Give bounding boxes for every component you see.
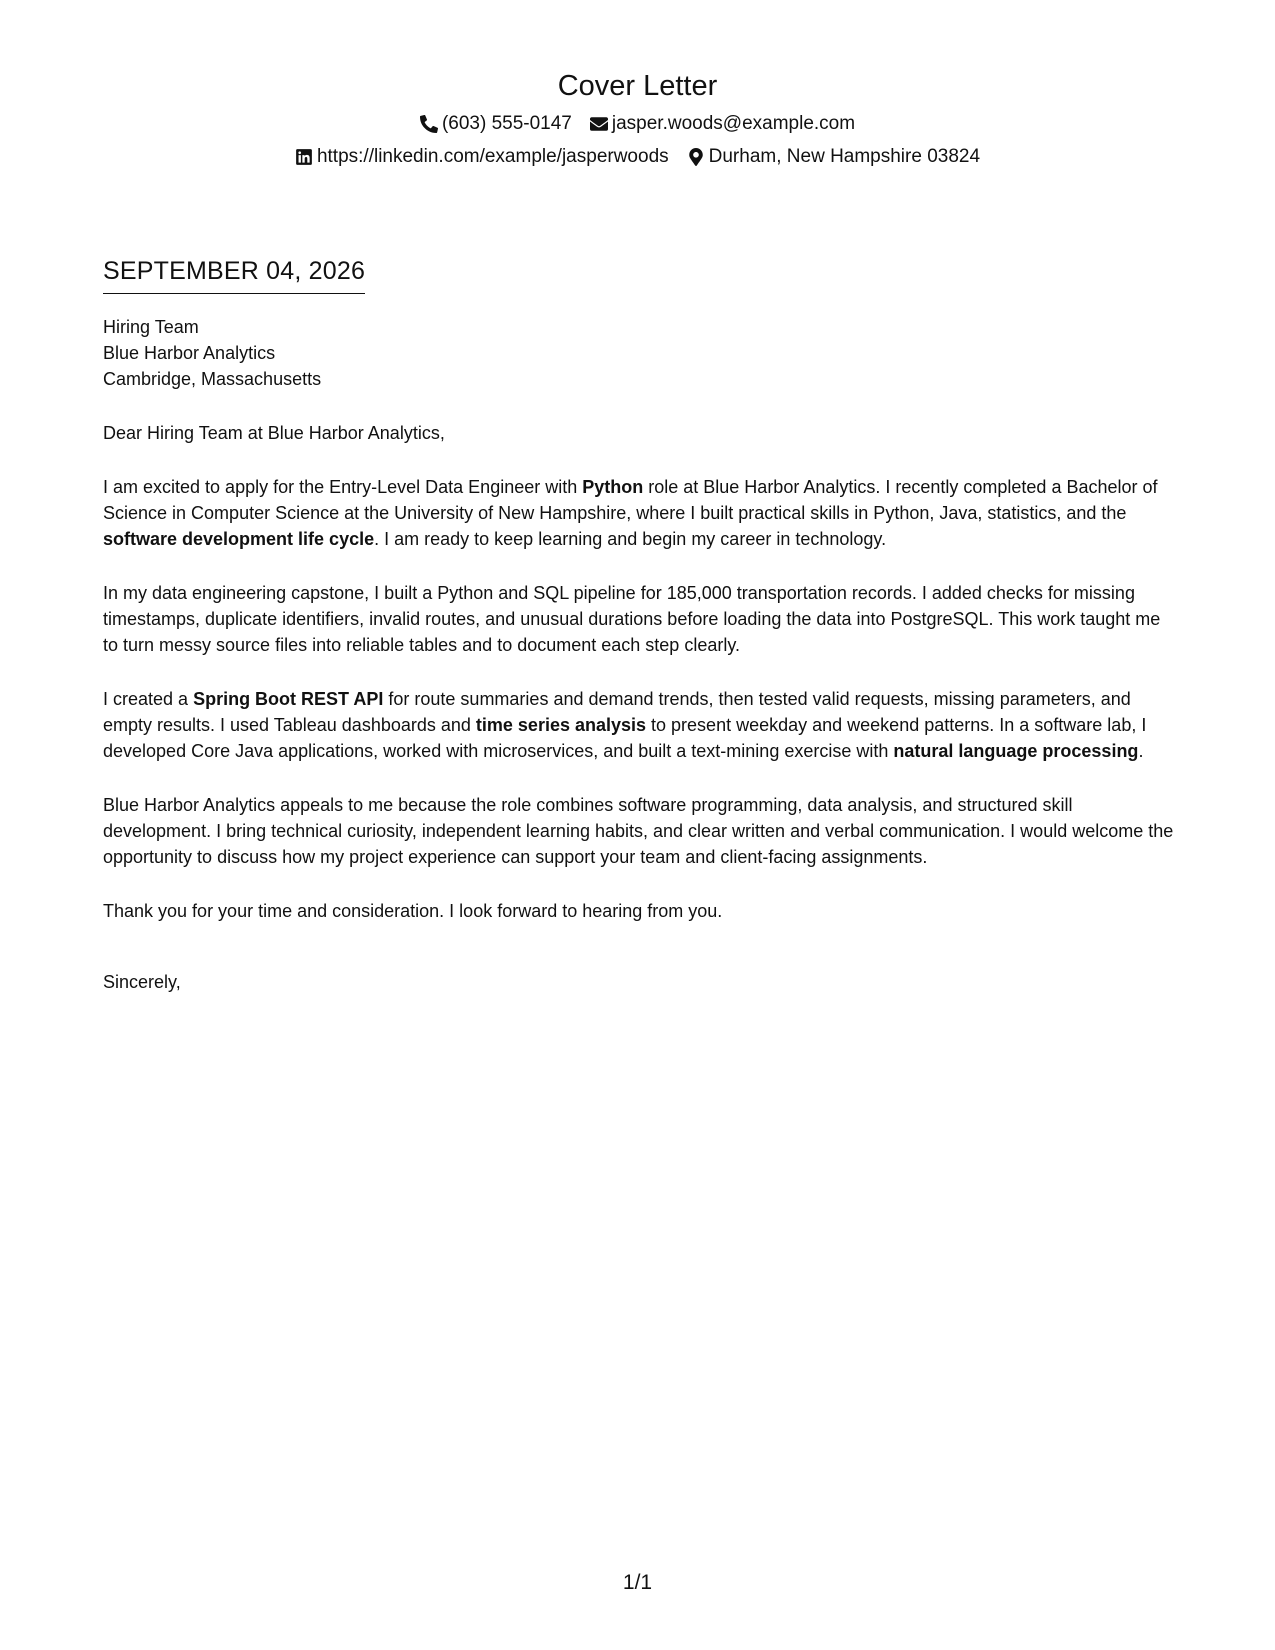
contact-line-1 [0,112,1275,136]
letter-body [103,255,1178,995]
body-paragraph [103,792,1178,870]
paragraph-text: to present weekday and weekend patterns. In a software lab, I developed Core Java applications, worked with microservices, and built a text-mining exercise with [103,715,1147,761]
location-contact [687,145,980,169]
map-marker-icon [687,148,705,166]
email-contact[interactable] [590,112,855,136]
recipient-company: Blue Harbor Analytics [103,343,276,363]
body-paragraph [103,580,1178,658]
bold-keyword: natural language processing [893,741,1139,761]
linkedin-text[interactable]: https://linkedin.com/example/jasperwoods [316,146,669,167]
paragraph-text: I am excited to apply for the Entry-Level Data Engineer with [103,477,583,497]
contact-line-2 [0,145,1275,169]
body-paragraph [103,474,1178,552]
bold-keyword: time series analysis [475,715,647,735]
paragraph-text: role at Blue Harbor Analytics. I recently completed a Bachelor of Science in Computer Science at the University of New Hampshire, where I built practical skills in Python, Java, statistics, and the [103,477,1158,523]
phone-contact [420,112,572,136]
letter-header [0,68,1275,169]
envelope-icon [590,115,608,133]
bold-keyword: Spring Boot REST API [193,689,384,709]
page-number: 1/1 [622,1571,653,1594]
salutation: Dear Hiring Team at Blue Harbor Analytics, [103,423,445,443]
letter-date: SEPTEMBER 04, 2026 [103,255,365,294]
paragraph-text: Blue Harbor Analytics appeals to me because the role combines software programming, data analysis, and structured skill development. I bring technical curiosity, independent learning habits, and clear written and verbal communication. I would welcome the opportunity to discuss how my project experience can support your team and client-facing assignments. [103,795,1174,867]
recipient-city: Cambridge, Massachusetts [103,369,322,389]
closing: Sincerely, [103,972,181,992]
linkedin-contact[interactable] [295,145,669,169]
paragraph-text: . I am ready to keep learning and begin my career in technology. [374,529,887,549]
bold-keyword: Python [582,477,644,497]
paragraph-text: Thank you for your time and consideration. I look forward to hearing from you. [103,901,723,921]
phone-icon [420,115,438,133]
email-text[interactable]: jasper.woods@example.com [611,113,856,134]
body-paragraph [103,686,1178,764]
linkedin-icon [295,148,313,166]
phone-text: (603) 555-0147 [441,113,572,134]
bold-keyword: software development life cycle [103,529,375,549]
recipient-name: Hiring Team [103,317,199,337]
paragraph-text: . [1138,741,1144,761]
letter-paragraphs [103,474,1178,924]
paragraph-text: I created a [103,689,194,709]
body-paragraph [103,898,1178,924]
paragraph-text: for route summaries and demand trends, then tested valid requests, missing parameters, and empty results. I used Tableau dashboards and [103,689,1131,735]
location-text: Durham, New Hampshire 03824 [708,146,981,167]
paragraph-text: In my data engineering capstone, I built a Python and SQL pipeline for 185,000 transportation records. I added checks for missing timestamps, duplicate identifiers, invalid routes, and unusual durations before loading the data into PostgreSQL. This work taught me to turn messy source files into reliable tables and to document each step clearly. [103,583,1161,655]
page-title: Cover Letter [557,70,718,102]
recipient-block [103,314,1178,392]
